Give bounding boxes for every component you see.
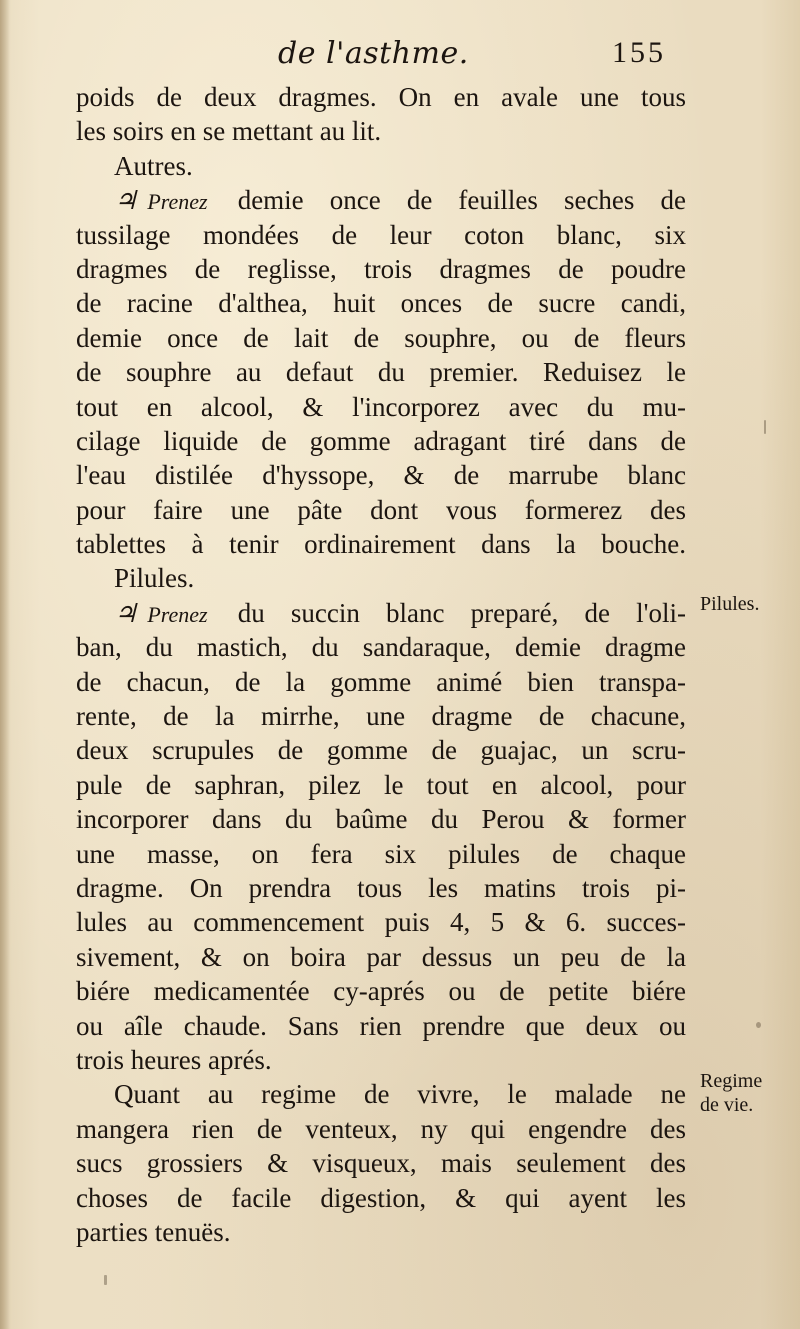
text-line: trois heures aprés. xyxy=(76,1044,272,1075)
text-line: de souphre au defaut du premier. Reduisez le xyxy=(76,357,686,388)
running-title: de l'asthme. xyxy=(278,36,469,71)
text-line: les soirs en se mettant au lit. xyxy=(76,116,382,147)
text-line: choses de facile digestion, & qui ayent les xyxy=(76,1182,686,1213)
heading-text: Autres. xyxy=(114,150,193,181)
text-line: tussilage mondées de leur coton blanc, six xyxy=(76,219,686,250)
text-line: demie once de lait de souphre, ou de fleurs xyxy=(76,322,686,353)
heading-text: Pilules. xyxy=(114,563,195,594)
ink-speck xyxy=(756,1022,761,1028)
margin-note-pilules: Pilules. xyxy=(700,593,760,615)
text-line: dragmes de reglisse, trois dragmes de poudre xyxy=(76,253,686,284)
text-line: rente, de la mirrhe, une dragme de chacune, xyxy=(76,701,686,732)
main-text-block xyxy=(76,80,686,1249)
page-number: 155 xyxy=(612,36,666,69)
text-line: ou aîle chaude. Sans rien prendre que deux ou xyxy=(76,1010,686,1041)
recipe-opening-line xyxy=(76,183,686,217)
prenez-label: Prenez xyxy=(147,189,208,215)
ink-speck xyxy=(764,420,766,434)
text-line: tablettes à tenir ordinairement dans la bouche. xyxy=(76,529,686,560)
text-line: pule de saphran, pilez le tout en alcool, pour xyxy=(76,769,686,800)
text-line: une masse, on fera six pilules de chaque xyxy=(76,838,686,869)
regime-opening-line: Quant au regime de vivre, le malade ne xyxy=(114,1079,686,1110)
text-line: cilage liquide de gomme adragant tiré dans de xyxy=(76,425,686,456)
text-line: tout en alcool, & l'incorporez avec du mu- xyxy=(76,391,686,422)
text-line: de chacun, de la gomme animé bien transpa- xyxy=(76,666,686,697)
text-line: deux scrupules de gomme de guajac, un scru- xyxy=(76,735,686,766)
recipe-opening-line xyxy=(76,596,686,630)
margin-note-regime xyxy=(700,1069,762,1117)
text-line: l'eau distilée d'hyssope, & de marrube blanc xyxy=(76,460,686,491)
text-line: de racine d'althea, huit onces de sucre candi, xyxy=(76,288,686,319)
text-fragment: du succin blanc preparé, de l'oli- xyxy=(237,597,686,628)
jupiter-symbol-icon: ♃ xyxy=(114,186,138,216)
text-line: poids de deux dragmes. On en avale une tous xyxy=(76,82,686,112)
page-gutter-shadow xyxy=(0,0,10,1329)
text-line: mangera rien de venteux, ny qui engendre des xyxy=(76,1113,686,1144)
page-header xyxy=(0,30,800,80)
margin-note-line: Regime xyxy=(700,1070,763,1092)
text-line: ban, du mastich, du sandaraque, demie dragme xyxy=(76,632,686,663)
text-line: parties tenuës. xyxy=(76,1216,231,1247)
text-line: sivement, & on boira par dessus un peu de la xyxy=(76,941,686,972)
prenez-label: Prenez xyxy=(147,601,208,627)
margin-note-line: de vie. xyxy=(700,1094,754,1116)
jupiter-symbol-icon: ♃ xyxy=(114,598,138,628)
section-heading-pilules xyxy=(76,561,686,595)
text-line: biére medicamentée cy-aprés ou de petite biére xyxy=(76,976,686,1007)
text-line: pour faire une pâte dont vous formerez des xyxy=(76,494,686,525)
section-heading-autres xyxy=(76,149,686,183)
text-line: dragme. On prendra tous les matins trois pi- xyxy=(76,872,686,903)
text-fragment: demie once de feuilles seches de xyxy=(237,185,686,216)
text-line: sucs grossiers & visqueux, mais seulement des xyxy=(76,1148,686,1179)
text-line: incorporer dans du baûme du Perou & former xyxy=(76,804,686,835)
ink-speck xyxy=(104,1275,107,1285)
text-line: lules au commencement puis 4, 5 & 6. succes- xyxy=(76,907,686,938)
